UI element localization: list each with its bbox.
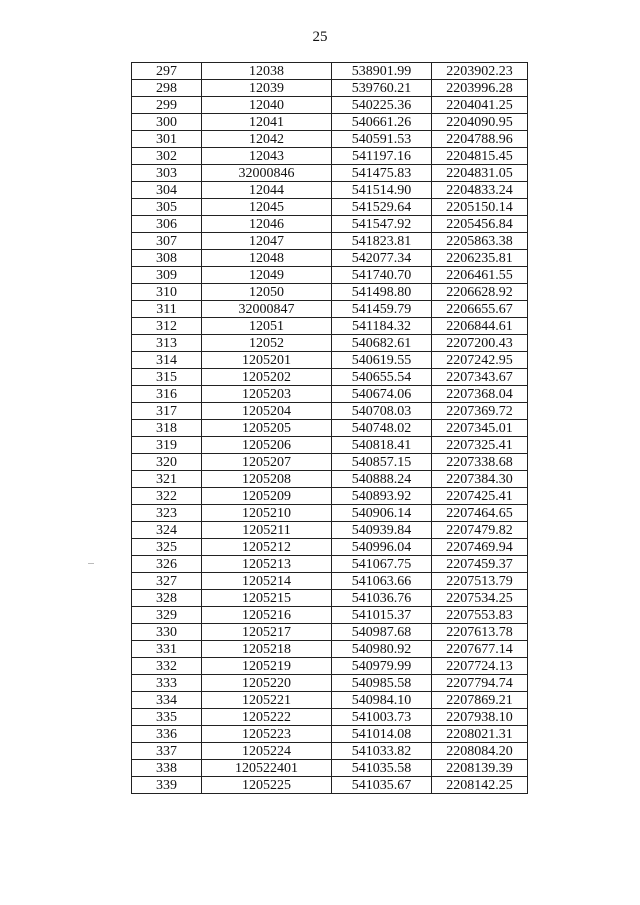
table-row	[132, 284, 528, 301]
y-coordinate-cell: 2207343.67	[432, 369, 528, 386]
table-row	[132, 148, 528, 165]
x-coordinate-cell: 541015.37	[332, 607, 432, 624]
row-index-cell: 313	[132, 335, 202, 352]
x-coordinate-cell: 541003.73	[332, 709, 432, 726]
y-coordinate-cell: 2205456.84	[432, 216, 528, 233]
table-row	[132, 624, 528, 641]
y-coordinate-cell: 2207553.83	[432, 607, 528, 624]
x-coordinate-cell: 540985.58	[332, 675, 432, 692]
table-row	[132, 420, 528, 437]
row-index-cell: 335	[132, 709, 202, 726]
row-index-cell: 320	[132, 454, 202, 471]
row-index-cell: 319	[132, 437, 202, 454]
point-id-cell: 12049	[202, 267, 332, 284]
table-row	[132, 165, 528, 182]
table-row	[132, 63, 528, 80]
x-coordinate-cell: 541033.82	[332, 743, 432, 760]
point-id-cell: 1205210	[202, 505, 332, 522]
table-row	[132, 369, 528, 386]
point-id-cell: 12038	[202, 63, 332, 80]
x-coordinate-cell: 540984.10	[332, 692, 432, 709]
table-row	[132, 97, 528, 114]
x-coordinate-cell: 540682.61	[332, 335, 432, 352]
table-row	[132, 675, 528, 692]
y-coordinate-cell: 2203902.23	[432, 63, 528, 80]
row-index-cell: 329	[132, 607, 202, 624]
y-coordinate-cell: 2207425.41	[432, 488, 528, 505]
point-id-cell: 1205211	[202, 522, 332, 539]
x-coordinate-cell: 540857.15	[332, 454, 432, 471]
x-coordinate-cell: 541197.16	[332, 148, 432, 165]
y-coordinate-cell: 2206461.55	[432, 267, 528, 284]
y-coordinate-cell: 2206844.61	[432, 318, 528, 335]
table-row	[132, 709, 528, 726]
table-row	[132, 114, 528, 131]
table-row	[132, 573, 528, 590]
table-row	[132, 505, 528, 522]
x-coordinate-cell: 540591.53	[332, 131, 432, 148]
row-index-cell: 303	[132, 165, 202, 182]
table-row	[132, 488, 528, 505]
row-index-cell: 327	[132, 573, 202, 590]
y-coordinate-cell: 2205863.38	[432, 233, 528, 250]
row-index-cell: 306	[132, 216, 202, 233]
point-id-cell: 12050	[202, 284, 332, 301]
row-index-cell: 316	[132, 386, 202, 403]
point-id-cell: 1205201	[202, 352, 332, 369]
y-coordinate-cell: 2207384.30	[432, 471, 528, 488]
point-id-cell: 1205208	[202, 471, 332, 488]
point-id-cell: 1205212	[202, 539, 332, 556]
row-index-cell: 318	[132, 420, 202, 437]
x-coordinate-cell: 540996.04	[332, 539, 432, 556]
table-row	[132, 335, 528, 352]
table-row	[132, 250, 528, 267]
x-coordinate-cell: 540619.55	[332, 352, 432, 369]
point-id-cell: 120522401	[202, 760, 332, 777]
row-index-cell: 317	[132, 403, 202, 420]
y-coordinate-cell: 2204833.24	[432, 182, 528, 199]
table-row	[132, 522, 528, 539]
table-row	[132, 267, 528, 284]
y-coordinate-cell: 2207338.68	[432, 454, 528, 471]
row-index-cell: 298	[132, 80, 202, 97]
x-coordinate-cell: 540979.99	[332, 658, 432, 675]
x-coordinate-cell: 541036.76	[332, 590, 432, 607]
y-coordinate-cell: 2207200.43	[432, 335, 528, 352]
y-coordinate-cell: 2207794.74	[432, 675, 528, 692]
y-coordinate-cell: 2208139.39	[432, 760, 528, 777]
row-index-cell: 301	[132, 131, 202, 148]
point-id-cell: 12052	[202, 335, 332, 352]
point-id-cell: 12044	[202, 182, 332, 199]
x-coordinate-cell: 540661.26	[332, 114, 432, 131]
point-id-cell: 32000847	[202, 301, 332, 318]
y-coordinate-cell: 2207613.78	[432, 624, 528, 641]
y-coordinate-cell: 2207938.10	[432, 709, 528, 726]
y-coordinate-cell: 2207513.79	[432, 573, 528, 590]
x-coordinate-cell: 540748.02	[332, 420, 432, 437]
table-row	[132, 216, 528, 233]
table-row	[132, 471, 528, 488]
row-index-cell: 300	[132, 114, 202, 131]
point-id-cell: 12040	[202, 97, 332, 114]
table-row	[132, 743, 528, 760]
point-id-cell: 12048	[202, 250, 332, 267]
x-coordinate-cell: 541740.70	[332, 267, 432, 284]
point-id-cell: 1205216	[202, 607, 332, 624]
x-coordinate-cell: 542077.34	[332, 250, 432, 267]
point-id-cell: 1205218	[202, 641, 332, 658]
x-coordinate-cell: 540987.68	[332, 624, 432, 641]
point-id-cell: 12051	[202, 318, 332, 335]
row-index-cell: 333	[132, 675, 202, 692]
row-index-cell: 321	[132, 471, 202, 488]
point-id-cell: 1205209	[202, 488, 332, 505]
row-index-cell: 330	[132, 624, 202, 641]
row-index-cell: 311	[132, 301, 202, 318]
table-row	[132, 199, 528, 216]
point-id-cell: 12047	[202, 233, 332, 250]
row-index-cell: 299	[132, 97, 202, 114]
margin-mark	[88, 563, 94, 564]
y-coordinate-cell: 2207325.41	[432, 437, 528, 454]
row-index-cell: 297	[132, 63, 202, 80]
y-coordinate-cell: 2206628.92	[432, 284, 528, 301]
table-row	[132, 403, 528, 420]
table-row	[132, 590, 528, 607]
point-id-cell: 1205219	[202, 658, 332, 675]
x-coordinate-cell: 540888.24	[332, 471, 432, 488]
row-index-cell: 338	[132, 760, 202, 777]
table-row	[132, 556, 528, 573]
page-number: 25	[312, 29, 328, 45]
row-index-cell: 337	[132, 743, 202, 760]
y-coordinate-cell: 2207724.13	[432, 658, 528, 675]
table-row	[132, 301, 528, 318]
y-coordinate-cell: 2208084.20	[432, 743, 528, 760]
row-index-cell: 332	[132, 658, 202, 675]
x-coordinate-cell: 540818.41	[332, 437, 432, 454]
y-coordinate-cell: 2204815.45	[432, 148, 528, 165]
x-coordinate-cell: 538901.99	[332, 63, 432, 80]
point-id-cell: 1205213	[202, 556, 332, 573]
y-coordinate-cell: 2204831.05	[432, 165, 528, 182]
point-id-cell: 1205224	[202, 743, 332, 760]
row-index-cell: 339	[132, 777, 202, 794]
point-id-cell: 12043	[202, 148, 332, 165]
x-coordinate-cell: 540893.92	[332, 488, 432, 505]
point-id-cell: 12046	[202, 216, 332, 233]
table-row	[132, 182, 528, 199]
x-coordinate-cell: 541035.58	[332, 760, 432, 777]
table-row	[132, 777, 528, 794]
x-coordinate-cell: 541014.08	[332, 726, 432, 743]
y-coordinate-cell: 2203996.28	[432, 80, 528, 97]
point-id-cell: 1205217	[202, 624, 332, 641]
y-coordinate-cell: 2204788.96	[432, 131, 528, 148]
y-coordinate-cell: 2204090.95	[432, 114, 528, 131]
table-row	[132, 726, 528, 743]
point-id-cell: 1205204	[202, 403, 332, 420]
y-coordinate-cell: 2207459.37	[432, 556, 528, 573]
table-row	[132, 437, 528, 454]
row-index-cell: 309	[132, 267, 202, 284]
x-coordinate-cell: 540655.54	[332, 369, 432, 386]
table-row	[132, 641, 528, 658]
coordinates-table	[131, 62, 528, 794]
point-id-cell: 12041	[202, 114, 332, 131]
point-id-cell: 1205203	[202, 386, 332, 403]
y-coordinate-cell: 2206235.81	[432, 250, 528, 267]
x-coordinate-cell: 541498.80	[332, 284, 432, 301]
table-row	[132, 318, 528, 335]
y-coordinate-cell: 2204041.25	[432, 97, 528, 114]
point-id-cell: 1205207	[202, 454, 332, 471]
table-row	[132, 233, 528, 250]
point-id-cell: 1205221	[202, 692, 332, 709]
row-index-cell: 325	[132, 539, 202, 556]
row-index-cell: 336	[132, 726, 202, 743]
y-coordinate-cell: 2207368.04	[432, 386, 528, 403]
x-coordinate-cell: 540939.84	[332, 522, 432, 539]
row-index-cell: 331	[132, 641, 202, 658]
y-coordinate-cell: 2206655.67	[432, 301, 528, 318]
row-index-cell: 334	[132, 692, 202, 709]
x-coordinate-cell: 541475.83	[332, 165, 432, 182]
y-coordinate-cell: 2207469.94	[432, 539, 528, 556]
table-row	[132, 80, 528, 97]
x-coordinate-cell: 541067.75	[332, 556, 432, 573]
table-row	[132, 454, 528, 471]
x-coordinate-cell: 541514.90	[332, 182, 432, 199]
row-index-cell: 326	[132, 556, 202, 573]
x-coordinate-cell: 541035.67	[332, 777, 432, 794]
table-row	[132, 352, 528, 369]
row-index-cell: 312	[132, 318, 202, 335]
point-id-cell: 1205214	[202, 573, 332, 590]
point-id-cell: 12039	[202, 80, 332, 97]
x-coordinate-cell: 540980.92	[332, 641, 432, 658]
y-coordinate-cell: 2207369.72	[432, 403, 528, 420]
row-index-cell: 304	[132, 182, 202, 199]
x-coordinate-cell: 540708.03	[332, 403, 432, 420]
row-index-cell: 315	[132, 369, 202, 386]
point-id-cell: 1205202	[202, 369, 332, 386]
table-row	[132, 131, 528, 148]
point-id-cell: 32000846	[202, 165, 332, 182]
point-id-cell: 12045	[202, 199, 332, 216]
y-coordinate-cell: 2207242.95	[432, 352, 528, 369]
x-coordinate-cell: 540225.36	[332, 97, 432, 114]
point-id-cell: 1205215	[202, 590, 332, 607]
row-index-cell: 305	[132, 199, 202, 216]
row-index-cell: 302	[132, 148, 202, 165]
row-index-cell: 322	[132, 488, 202, 505]
x-coordinate-cell: 541459.79	[332, 301, 432, 318]
row-index-cell: 310	[132, 284, 202, 301]
y-coordinate-cell: 2207464.65	[432, 505, 528, 522]
y-coordinate-cell: 2208021.31	[432, 726, 528, 743]
point-id-cell: 12042	[202, 131, 332, 148]
row-index-cell: 324	[132, 522, 202, 539]
x-coordinate-cell: 540674.06	[332, 386, 432, 403]
row-index-cell: 314	[132, 352, 202, 369]
y-coordinate-cell: 2207677.14	[432, 641, 528, 658]
x-coordinate-cell: 541529.64	[332, 199, 432, 216]
point-id-cell: 1205220	[202, 675, 332, 692]
x-coordinate-cell: 539760.21	[332, 80, 432, 97]
x-coordinate-cell: 541184.32	[332, 318, 432, 335]
y-coordinate-cell: 2205150.14	[432, 199, 528, 216]
table-row	[132, 692, 528, 709]
y-coordinate-cell: 2207534.25	[432, 590, 528, 607]
y-coordinate-cell: 2207345.01	[432, 420, 528, 437]
y-coordinate-cell: 2207479.82	[432, 522, 528, 539]
point-id-cell: 1205206	[202, 437, 332, 454]
point-id-cell: 1205222	[202, 709, 332, 726]
x-coordinate-cell: 541547.92	[332, 216, 432, 233]
table-body	[132, 63, 528, 794]
table-row	[132, 760, 528, 777]
point-id-cell: 1205225	[202, 777, 332, 794]
x-coordinate-cell: 541063.66	[332, 573, 432, 590]
point-id-cell: 1205223	[202, 726, 332, 743]
table-row	[132, 539, 528, 556]
row-index-cell: 328	[132, 590, 202, 607]
y-coordinate-cell: 2208142.25	[432, 777, 528, 794]
table-row	[132, 607, 528, 624]
row-index-cell: 307	[132, 233, 202, 250]
row-index-cell: 308	[132, 250, 202, 267]
table-row	[132, 386, 528, 403]
row-index-cell: 323	[132, 505, 202, 522]
table-row	[132, 658, 528, 675]
y-coordinate-cell: 2207869.21	[432, 692, 528, 709]
point-id-cell: 1205205	[202, 420, 332, 437]
x-coordinate-cell: 541823.81	[332, 233, 432, 250]
x-coordinate-cell: 540906.14	[332, 505, 432, 522]
